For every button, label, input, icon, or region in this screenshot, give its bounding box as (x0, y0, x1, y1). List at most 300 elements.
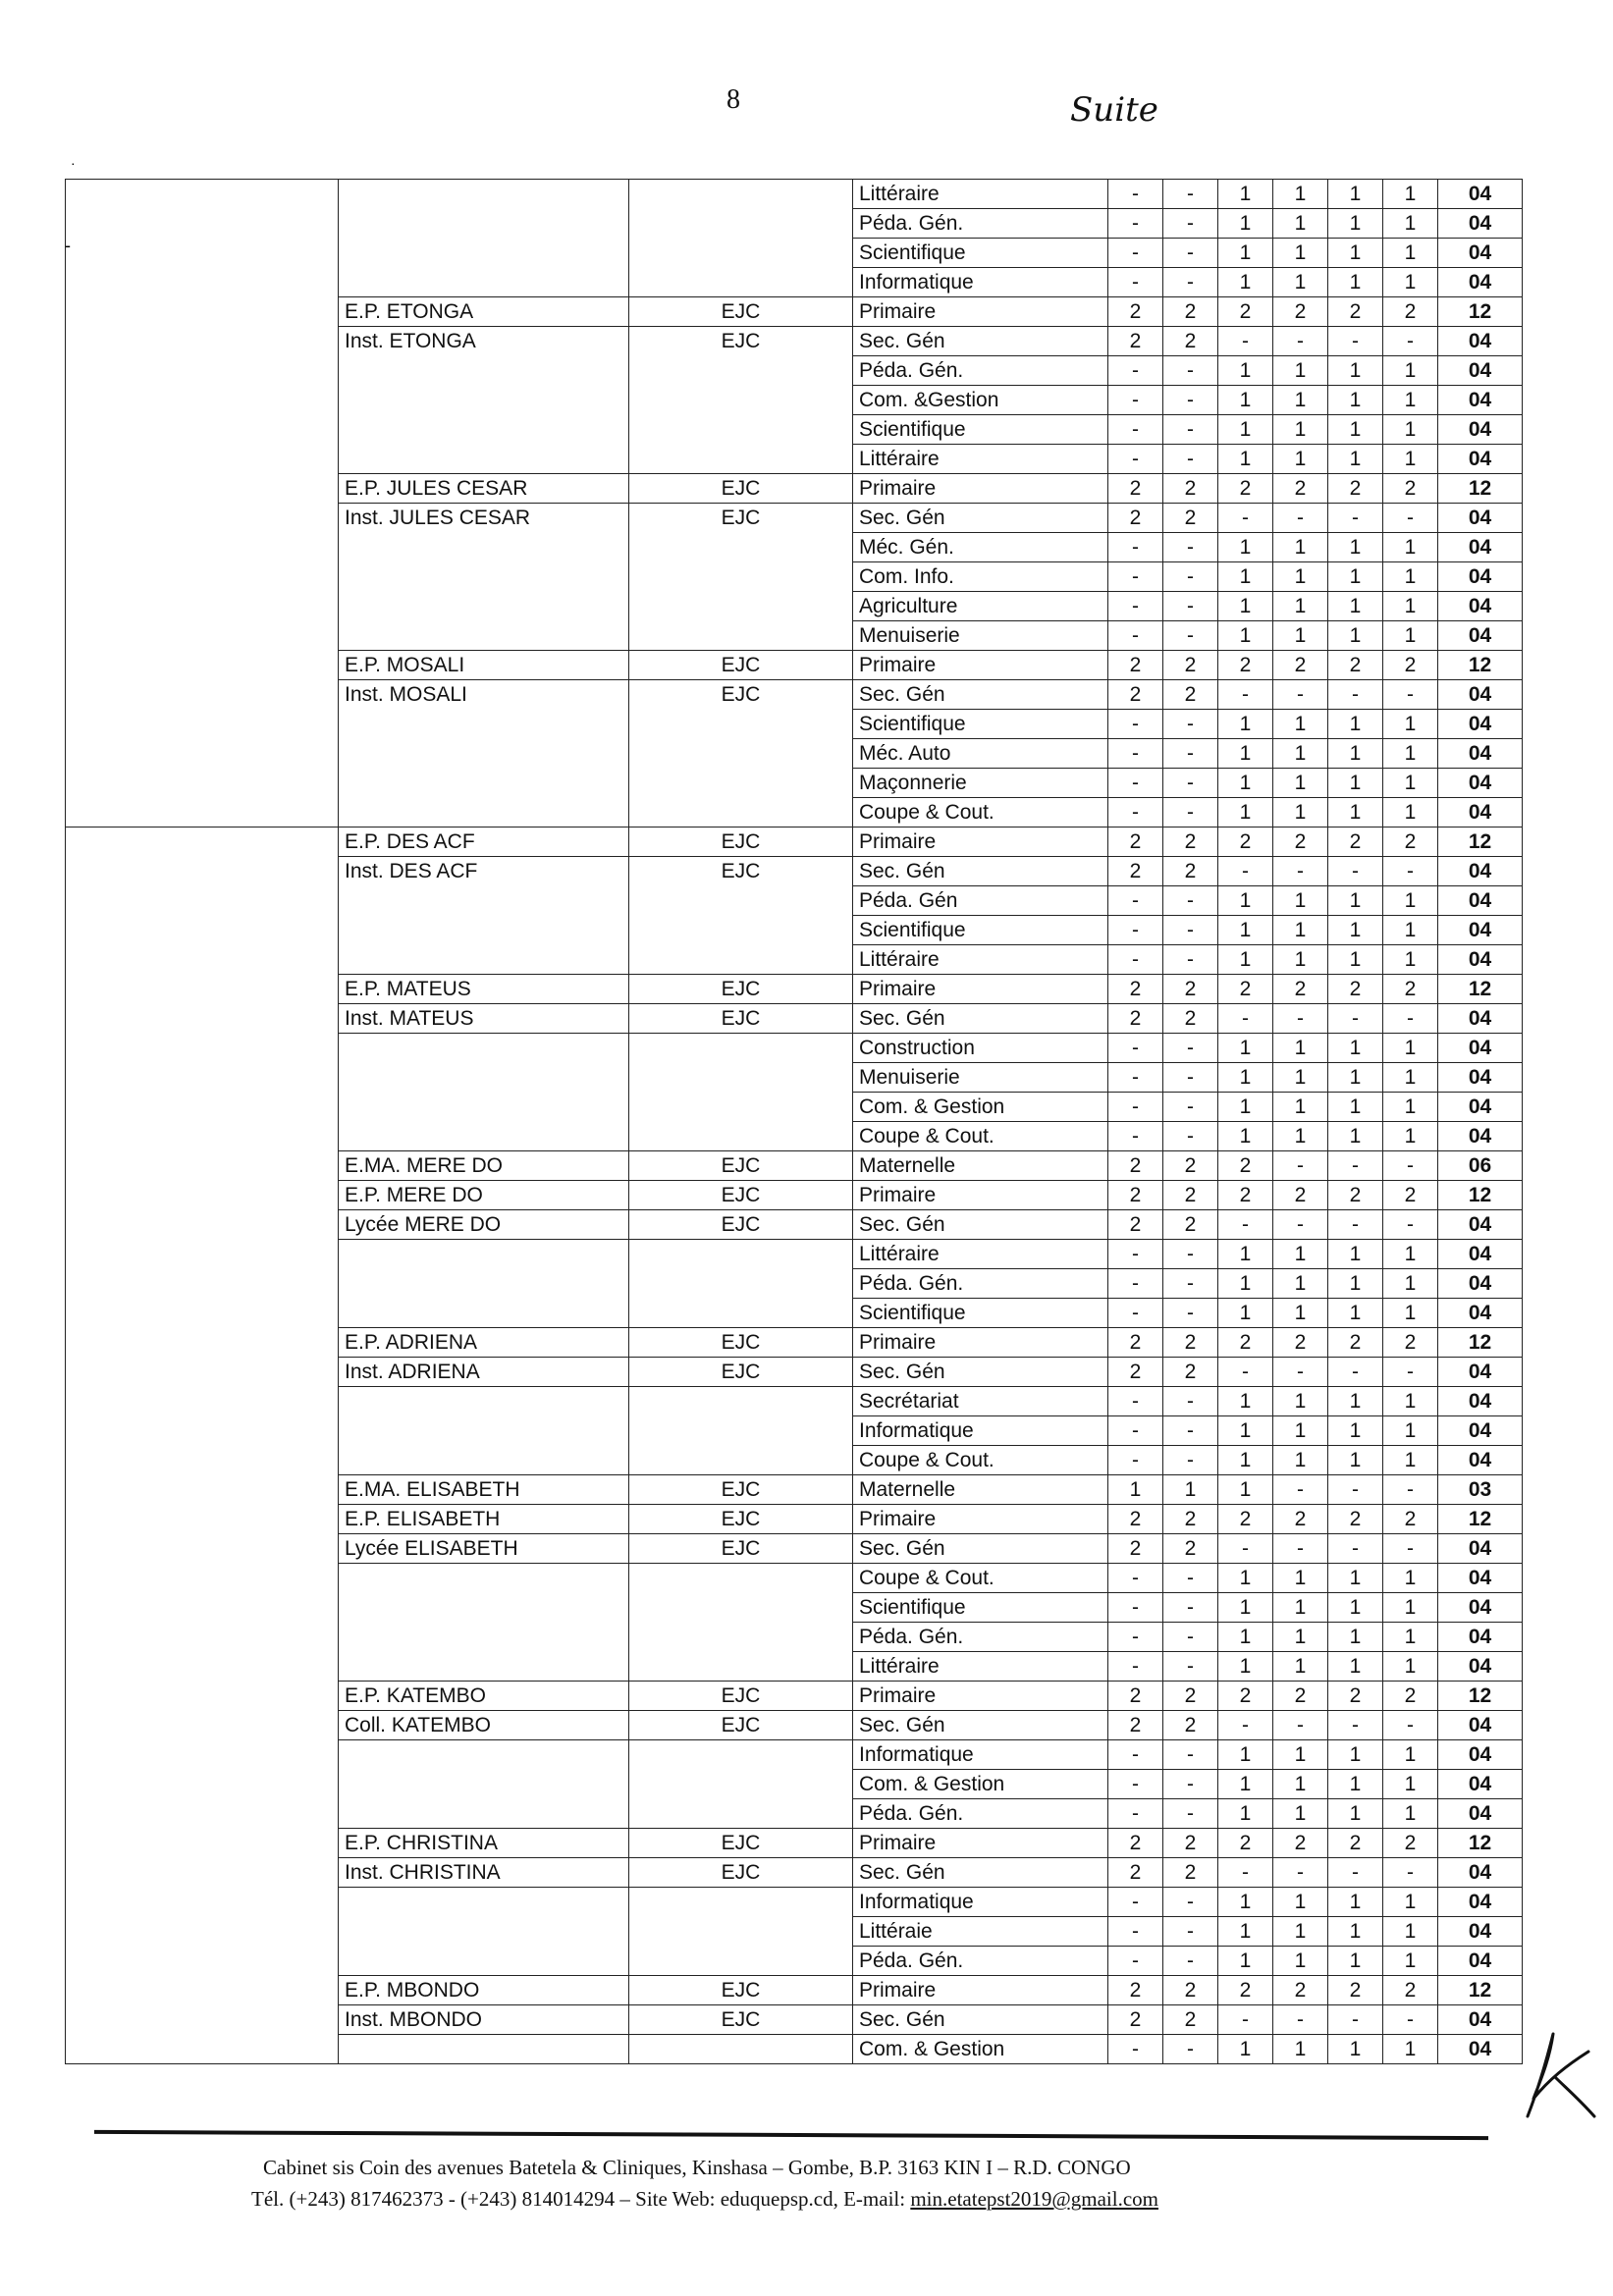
class-count-cell: - (1218, 1210, 1273, 1240)
class-count-cell: - (1383, 1004, 1438, 1034)
table-row (66, 1770, 1523, 1799)
school-name-cell: Inst. ADRIENA (339, 1358, 629, 1387)
class-count-cell: 1 (1383, 209, 1438, 239)
class-count-cell: 1 (1273, 1593, 1328, 1623)
class-count-cell: 1 (1273, 1034, 1328, 1063)
option-cell: Primaire (853, 474, 1108, 504)
option-cell: Littéraire (853, 180, 1108, 209)
class-count-cell: 1 (1383, 739, 1438, 769)
class-count-cell: - (1383, 1711, 1438, 1740)
class-count-cell: 2 (1328, 1181, 1383, 1210)
class-count-cell: 1 (1383, 1034, 1438, 1063)
class-count-cell: 1 (1383, 445, 1438, 474)
total-cell: 04 (1438, 1770, 1523, 1799)
option-cell: Com. & Gestion (853, 1093, 1108, 1122)
footer-phone-web: Tél. (+243) 817462373 - (+243) 814014294 – Site Web: eduquepsp.cd, E-mail: (251, 2187, 911, 2211)
status-cell (629, 621, 853, 651)
class-count-cell: - (1108, 1917, 1163, 1947)
school-name-cell (339, 1299, 629, 1328)
class-count-cell: 2 (1108, 2005, 1163, 2035)
school-name-cell (339, 239, 629, 268)
class-count-cell: - (1108, 710, 1163, 739)
total-cell: 04 (1438, 798, 1523, 828)
class-count-cell: - (1163, 1416, 1218, 1446)
status-cell (629, 1387, 853, 1416)
class-count-cell: - (1383, 680, 1438, 710)
class-count-cell: - (1108, 1564, 1163, 1593)
class-count-cell: - (1328, 1711, 1383, 1740)
class-count-cell: 1 (1273, 1623, 1328, 1652)
class-count-cell: - (1163, 415, 1218, 445)
school-name-cell (339, 710, 629, 739)
class-count-cell: - (1163, 445, 1218, 474)
class-count-cell: 2 (1163, 1505, 1218, 1534)
class-count-cell: 2 (1163, 327, 1218, 356)
status-cell (629, 916, 853, 945)
class-count-cell: 2 (1273, 1328, 1328, 1358)
class-count-cell: 2 (1328, 1829, 1383, 1858)
status-cell (629, 1770, 853, 1799)
class-count-cell: 1 (1218, 1770, 1273, 1799)
status-cell (629, 562, 853, 592)
table-row (66, 739, 1523, 769)
status-cell (629, 1799, 853, 1829)
class-count-cell: - (1108, 1770, 1163, 1799)
total-cell: 04 (1438, 916, 1523, 945)
school-name-cell: E.P. CHRISTINA (339, 1829, 629, 1858)
total-cell: 04 (1438, 886, 1523, 916)
region-cell (66, 1652, 339, 1682)
class-count-cell: 1 (1383, 180, 1438, 209)
class-count-cell: - (1163, 1652, 1218, 1682)
status-cell (629, 1063, 853, 1093)
option-cell: Coupe & Cout. (853, 1564, 1108, 1593)
status-cell (629, 386, 853, 415)
total-cell: 04 (1438, 1299, 1523, 1328)
option-cell: Secrétariat (853, 1387, 1108, 1416)
option-cell: Littéraie (853, 1917, 1108, 1947)
school-name-cell: Coll. KATEMBO (339, 1711, 629, 1740)
table-row (66, 1976, 1523, 2005)
option-cell: Coupe & Cout. (853, 1122, 1108, 1151)
region-cell (66, 1358, 339, 1387)
region-cell (66, 1623, 339, 1652)
class-count-cell: 2 (1273, 828, 1328, 857)
class-count-cell: 1 (1328, 180, 1383, 209)
class-count-cell: - (1273, 504, 1328, 533)
class-count-cell: 1 (1273, 1947, 1328, 1976)
table-row (66, 1505, 1523, 1534)
region-cell (66, 651, 339, 680)
class-count-cell: 1 (1383, 415, 1438, 445)
region-cell (66, 327, 339, 356)
class-count-cell: 1 (1273, 209, 1328, 239)
region-cell (66, 739, 339, 769)
total-cell: 04 (1438, 1623, 1523, 1652)
school-name-cell (339, 180, 629, 209)
class-count-cell: - (1163, 798, 1218, 828)
region-cell (66, 415, 339, 445)
class-count-cell: - (1163, 1122, 1218, 1151)
class-count-cell: 1 (1383, 1446, 1438, 1475)
total-cell: 04 (1438, 1858, 1523, 1888)
option-cell: Scientifique (853, 916, 1108, 945)
class-count-cell: 1 (1328, 445, 1383, 474)
class-count-cell: 2 (1108, 1004, 1163, 1034)
class-count-cell: 1 (1383, 1269, 1438, 1299)
school-name-cell (339, 1416, 629, 1446)
option-cell: Primaire (853, 297, 1108, 327)
option-cell: Littéraire (853, 1652, 1108, 1682)
table-row (66, 621, 1523, 651)
class-count-cell: - (1218, 680, 1273, 710)
school-name-cell (339, 592, 629, 621)
class-count-cell: - (1108, 415, 1163, 445)
total-cell: 04 (1438, 180, 1523, 209)
status-cell: EJC (629, 1181, 853, 1210)
class-count-cell: - (1328, 1534, 1383, 1564)
school-name-cell (339, 1917, 629, 1947)
region-cell (66, 1770, 339, 1799)
class-count-cell: 2 (1163, 474, 1218, 504)
region-cell (66, 680, 339, 710)
class-count-cell: - (1108, 1623, 1163, 1652)
class-count-cell: - (1383, 1210, 1438, 1240)
class-count-cell: 2 (1383, 1682, 1438, 1711)
school-name-cell (339, 445, 629, 474)
class-count-cell: - (1108, 1446, 1163, 1475)
class-count-cell: 1 (1328, 533, 1383, 562)
status-cell (629, 739, 853, 769)
option-cell: Sec. Gén (853, 1711, 1108, 1740)
region-cell (66, 1947, 339, 1976)
status-cell (629, 533, 853, 562)
option-cell: Primaire (853, 1976, 1108, 2005)
school-name-cell: Inst. MBONDO (339, 2005, 629, 2035)
class-count-cell: - (1163, 1446, 1218, 1475)
class-count-cell: - (1163, 562, 1218, 592)
school-name-cell (339, 769, 629, 798)
region-cell (66, 2005, 339, 2035)
table-row (66, 1240, 1523, 1269)
table-row (66, 1446, 1523, 1475)
school-name-cell: E.P. ELISABETH (339, 1505, 629, 1534)
class-count-cell: - (1163, 592, 1218, 621)
option-cell: Informatique (853, 268, 1108, 297)
total-cell: 04 (1438, 769, 1523, 798)
class-count-cell: 1 (1273, 916, 1328, 945)
option-cell: Com. Info. (853, 562, 1108, 592)
option-cell: Sec. Gén (853, 1358, 1108, 1387)
class-count-cell: 2 (1108, 828, 1163, 857)
option-cell: Péda. Gén. (853, 1623, 1108, 1652)
table-row (66, 1004, 1523, 1034)
class-count-cell: 1 (1328, 1799, 1383, 1829)
class-count-cell: - (1108, 2035, 1163, 2064)
total-cell: 04 (1438, 445, 1523, 474)
total-cell: 12 (1438, 975, 1523, 1004)
class-count-cell: - (1218, 2005, 1273, 2035)
class-count-cell: 1 (1218, 562, 1273, 592)
class-count-cell: 1 (1218, 1799, 1273, 1829)
table-row (66, 1210, 1523, 1240)
class-count-cell: 2 (1163, 1004, 1218, 1034)
table-row (66, 975, 1523, 1004)
class-count-cell: 1 (1273, 1063, 1328, 1093)
status-cell (629, 1917, 853, 1947)
class-count-cell: - (1108, 1387, 1163, 1416)
table-row (66, 474, 1523, 504)
class-count-cell: 1 (1218, 1122, 1273, 1151)
class-count-cell: - (1108, 1093, 1163, 1122)
class-count-cell: 1 (1273, 356, 1328, 386)
table-row (66, 1416, 1523, 1446)
class-count-cell: - (1163, 1093, 1218, 1122)
class-count-cell: 1 (1328, 1593, 1383, 1623)
class-count-cell: - (1273, 1534, 1328, 1564)
class-count-cell: 2 (1163, 1181, 1218, 1210)
school-name-cell (339, 268, 629, 297)
class-count-cell: - (1108, 886, 1163, 916)
class-count-cell: 2 (1218, 1829, 1273, 1858)
class-count-cell: - (1328, 1151, 1383, 1181)
class-count-cell: - (1108, 798, 1163, 828)
class-count-cell: 1 (1383, 1623, 1438, 1652)
school-name-cell: E.P. MBONDO (339, 1976, 629, 2005)
option-cell: Littéraire (853, 445, 1108, 474)
total-cell: 04 (1438, 1652, 1523, 1682)
table-row (66, 1122, 1523, 1151)
class-count-cell: 1 (1273, 1446, 1328, 1475)
class-count-cell: 2 (1108, 1181, 1163, 1210)
table-row (66, 1269, 1523, 1299)
class-count-cell: 1 (1328, 1770, 1383, 1799)
class-count-cell: 1 (1273, 710, 1328, 739)
class-count-cell: 2 (1383, 1976, 1438, 2005)
school-name-cell (339, 1652, 629, 1682)
class-count-cell: 1 (1328, 1387, 1383, 1416)
table-row (66, 209, 1523, 239)
page-number: 8 (726, 84, 740, 115)
status-cell (629, 445, 853, 474)
class-count-cell: 1 (1273, 445, 1328, 474)
class-count-cell: 2 (1328, 474, 1383, 504)
class-count-cell: 1 (1218, 533, 1273, 562)
table-row (66, 1623, 1523, 1652)
school-name-cell (339, 1063, 629, 1093)
school-name-cell (339, 415, 629, 445)
class-count-cell: - (1383, 2005, 1438, 2035)
school-name-cell (339, 1888, 629, 1917)
option-cell: Informatique (853, 1740, 1108, 1770)
total-cell: 04 (1438, 533, 1523, 562)
class-count-cell: - (1218, 1358, 1273, 1387)
class-count-cell: - (1328, 1358, 1383, 1387)
class-count-cell: - (1163, 356, 1218, 386)
class-count-cell: - (1108, 1240, 1163, 1269)
region-cell (66, 916, 339, 945)
total-cell: 04 (1438, 1034, 1523, 1063)
class-count-cell: 1 (1218, 1299, 1273, 1328)
school-name-cell: E.MA. ELISABETH (339, 1475, 629, 1505)
status-cell: EJC (629, 1711, 853, 1740)
table-row (66, 828, 1523, 857)
class-count-cell: 1 (1328, 1063, 1383, 1093)
region-cell (66, 1711, 339, 1740)
status-cell (629, 710, 853, 739)
class-count-cell: - (1273, 1475, 1328, 1505)
class-count-cell: - (1163, 769, 1218, 798)
class-count-cell: 1 (1273, 1652, 1328, 1682)
school-name-cell: Inst. CHRISTINA (339, 1858, 629, 1888)
class-count-cell: - (1163, 1063, 1218, 1093)
class-count-cell: - (1273, 1151, 1328, 1181)
region-cell (66, 945, 339, 975)
region-cell (66, 1446, 339, 1475)
table-row (66, 1534, 1523, 1564)
class-count-cell: 1 (1383, 1093, 1438, 1122)
class-count-cell: - (1108, 386, 1163, 415)
option-cell: Sec. Gén (853, 857, 1108, 886)
option-cell: Agriculture (853, 592, 1108, 621)
class-count-cell: 1 (1383, 1240, 1438, 1269)
class-count-cell: 1 (1328, 1240, 1383, 1269)
class-count-cell: 1 (1328, 1299, 1383, 1328)
total-cell: 04 (1438, 1240, 1523, 1269)
class-count-cell: 2 (1218, 297, 1273, 327)
region-cell (66, 239, 339, 268)
region-cell (66, 857, 339, 886)
status-cell (629, 945, 853, 975)
class-count-cell: 1 (1328, 1740, 1383, 1770)
class-count-cell: 1 (1273, 1799, 1328, 1829)
class-count-cell: 2 (1163, 1829, 1218, 1858)
class-count-cell: 1 (1383, 268, 1438, 297)
class-count-cell: 2 (1108, 504, 1163, 533)
class-count-cell: - (1108, 621, 1163, 651)
option-cell: Primaire (853, 651, 1108, 680)
class-count-cell: 1 (1383, 710, 1438, 739)
class-count-cell: - (1383, 1151, 1438, 1181)
status-cell: EJC (629, 1858, 853, 1888)
class-count-cell: 1 (1273, 1888, 1328, 1917)
status-cell (629, 798, 853, 828)
class-count-cell: - (1163, 180, 1218, 209)
class-count-cell: 1 (1383, 621, 1438, 651)
class-count-cell: - (1108, 1063, 1163, 1093)
status-cell: EJC (629, 1151, 853, 1181)
class-count-cell: 1 (1383, 386, 1438, 415)
class-count-cell: - (1163, 739, 1218, 769)
region-cell (66, 1181, 339, 1210)
total-cell: 12 (1438, 474, 1523, 504)
class-count-cell: 1 (1218, 945, 1273, 975)
class-count-cell: - (1273, 1711, 1328, 1740)
school-name-cell: E.P. MATEUS (339, 975, 629, 1004)
option-cell: Sec. Gén (853, 504, 1108, 533)
option-cell: Primaire (853, 1682, 1108, 1711)
school-name-cell (339, 533, 629, 562)
class-count-cell: 1 (1383, 1770, 1438, 1799)
suite-heading: Suite (1070, 90, 1158, 130)
class-count-cell: - (1108, 1299, 1163, 1328)
class-count-cell: 1 (1273, 1740, 1328, 1770)
region-cell (66, 356, 339, 386)
class-count-cell: 1 (1328, 1888, 1383, 1917)
class-count-cell: 1 (1383, 945, 1438, 975)
class-count-cell: 2 (1163, 1151, 1218, 1181)
table-row (66, 1799, 1523, 1829)
status-cell: EJC (629, 857, 853, 886)
class-count-cell: 1 (1328, 1917, 1383, 1947)
class-count-cell: 2 (1273, 975, 1328, 1004)
class-count-cell: 1 (1163, 1475, 1218, 1505)
school-name-cell (339, 1947, 629, 1976)
school-name-cell (339, 739, 629, 769)
class-count-cell: - (1273, 1358, 1328, 1387)
class-count-cell: 1 (1218, 1387, 1273, 1416)
class-count-cell: 1 (1218, 239, 1273, 268)
class-count-cell: 1 (1328, 1093, 1383, 1122)
school-name-cell (339, 1269, 629, 1299)
class-count-cell: 2 (1163, 651, 1218, 680)
class-count-cell: 1 (1218, 1888, 1273, 1917)
status-cell (629, 209, 853, 239)
class-count-cell: 1 (1218, 1652, 1273, 1682)
stray-dot-mark: · (71, 155, 76, 171)
table-row (66, 1475, 1523, 1505)
class-count-cell: - (1383, 1475, 1438, 1505)
school-name-cell (339, 209, 629, 239)
class-count-cell: - (1163, 916, 1218, 945)
total-cell: 12 (1438, 1829, 1523, 1858)
region-cell (66, 474, 339, 504)
class-count-cell: - (1163, 1947, 1218, 1976)
class-count-cell: 1 (1218, 1063, 1273, 1093)
class-count-cell: 1 (1218, 2035, 1273, 2064)
footer-email-link[interactable]: min.etatepst2019@gmail.com (910, 2187, 1158, 2211)
class-count-cell: 1 (1383, 592, 1438, 621)
class-count-cell: 2 (1218, 474, 1273, 504)
school-name-cell (339, 2035, 629, 2064)
status-cell (629, 1947, 853, 1976)
option-cell: Informatique (853, 1888, 1108, 1917)
region-cell (66, 386, 339, 415)
table-row (66, 1593, 1523, 1623)
class-count-cell: - (1163, 386, 1218, 415)
table-row (66, 1917, 1523, 1947)
class-count-cell: 1 (1218, 1740, 1273, 1770)
class-count-cell: 2 (1218, 1505, 1273, 1534)
class-count-cell: - (1163, 1799, 1218, 1829)
class-count-cell: 1 (1383, 2035, 1438, 2064)
region-cell (66, 1888, 339, 1917)
class-count-cell: 2 (1108, 975, 1163, 1004)
option-cell: Primaire (853, 1505, 1108, 1534)
region-cell (66, 886, 339, 916)
total-cell: 04 (1438, 621, 1523, 651)
region-cell (66, 710, 339, 739)
class-count-cell: 1 (1328, 386, 1383, 415)
option-cell: Littéraire (853, 945, 1108, 975)
class-count-cell: 1 (1383, 1593, 1438, 1623)
class-count-cell: 1 (1218, 445, 1273, 474)
table-row (66, 1034, 1523, 1063)
total-cell: 12 (1438, 1682, 1523, 1711)
class-count-cell: 2 (1218, 1181, 1273, 1210)
total-cell: 04 (1438, 1269, 1523, 1299)
schools-table (65, 179, 1523, 2064)
